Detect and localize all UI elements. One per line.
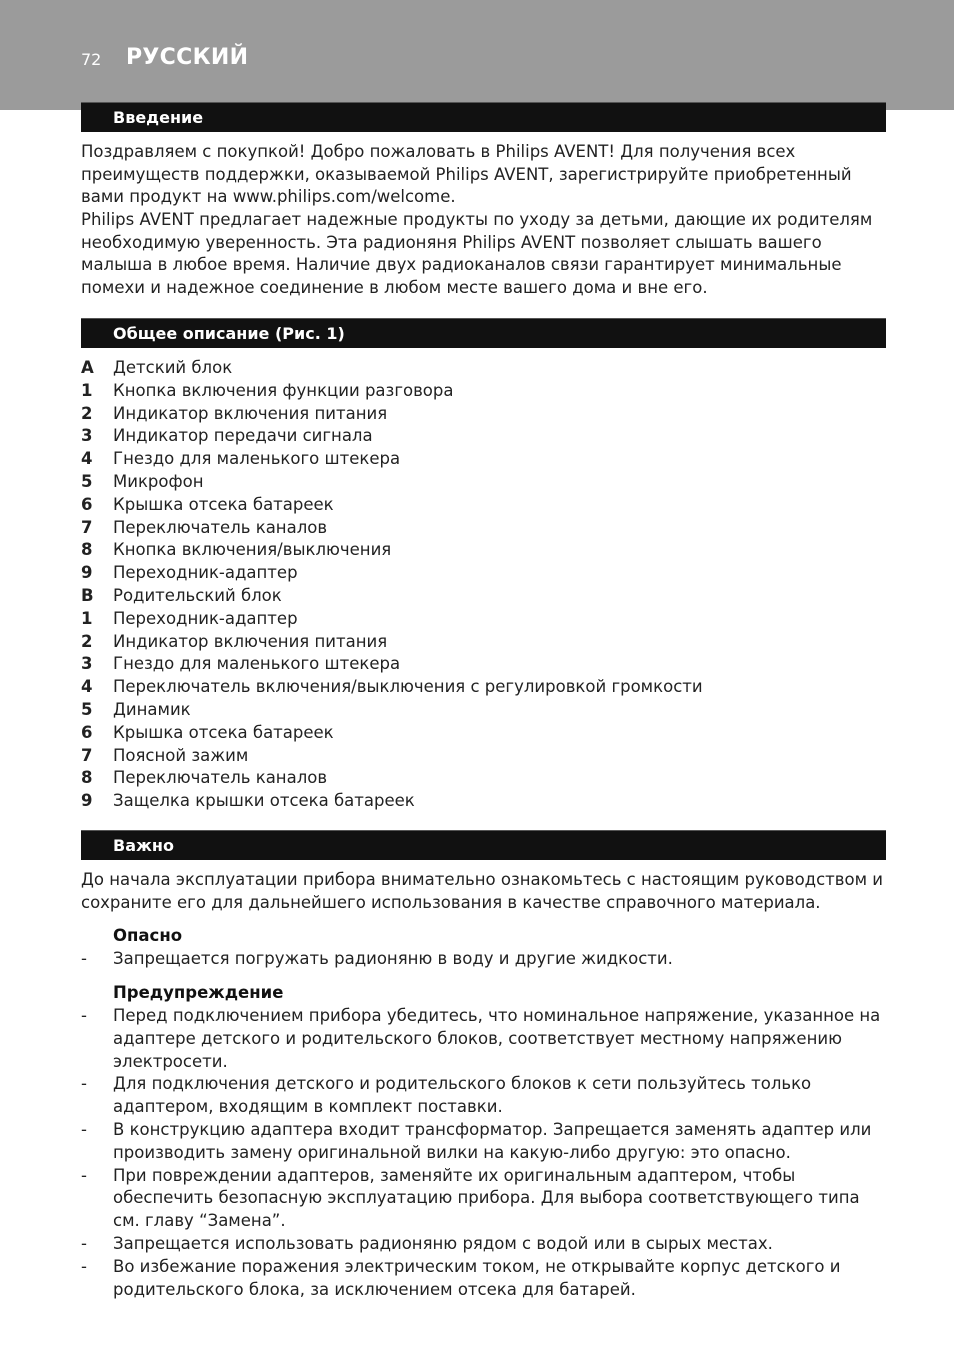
list-item	[81, 380, 891, 403]
list-item	[81, 539, 891, 562]
list-item-text: Динамик	[113, 699, 191, 719]
list-item-text: Родительский блок	[113, 585, 282, 605]
list-item-text: Защелка крышки отсека батареек	[113, 791, 415, 811]
warning-list	[81, 1005, 891, 1301]
list-item-key: 1	[81, 380, 93, 400]
list-item-text: Крышка отсека батареек	[113, 722, 334, 742]
list-item-text: Поясной зажим	[113, 745, 249, 765]
bullet-dash: -	[81, 1256, 87, 1276]
bullet-item	[81, 948, 891, 971]
list-item-key: 6	[81, 722, 93, 742]
list-item	[81, 494, 891, 517]
list-item-key: 5	[81, 699, 93, 719]
list-item-text: Индикатор передачи сигнала	[113, 426, 373, 446]
list-item-key: 7	[81, 517, 93, 537]
bullet-item	[81, 1005, 891, 1073]
bullet-dash: -	[81, 1233, 87, 1253]
list-item-key: 1	[81, 608, 93, 628]
list-item	[81, 357, 891, 380]
bullet-text: Для подключения детского и родительского блоков к сети пользуйтесь только адаптером, входящим в комплект поставки.	[113, 1074, 812, 1117]
important-intro: До начала эксплуатации прибора внимательно ознакомьтесь с настоящим руководством и сохраните его для дальнейшего использования в качестве справочного материала.	[81, 870, 884, 912]
section-heading-important: Важно	[81, 830, 886, 860]
list-item-key: 9	[81, 791, 93, 811]
list-item	[81, 699, 891, 722]
list-item	[81, 722, 891, 745]
list-item	[81, 562, 891, 585]
section-heading-description: Общее описание (Рис. 1)	[81, 318, 886, 348]
list-item-text: Гнездо для маленького штекера	[113, 449, 401, 469]
bullet-text: Перед подключением прибора убедитесь, что номинальное напряжение, указанное на адаптере детского и родительского блоков, соответствует местному напряжению электросети.	[113, 1006, 881, 1071]
bullet-text: Запрещается погружать радионяню в воду и другие жидкости.	[113, 949, 673, 968]
bullet-dash: -	[81, 949, 87, 968]
list-item	[81, 585, 891, 608]
list-item-text: Переходник-адаптер	[113, 563, 298, 583]
language-title: РУССКИЙ	[126, 45, 249, 70]
bullet-item	[81, 1256, 891, 1302]
bullet-text: В конструкцию адаптера входит трансформатор. Запрещается заменять адаптер или производить замену оригинальной вилки на какую-либо другую: это опасно.	[113, 1119, 872, 1162]
list-item	[81, 608, 891, 631]
list-item	[81, 425, 891, 448]
intro-paragraph-1: Поздравляем с покупкой! Добро пожаловать в Philips AVENT! Для получения всех преимуществ поддержки, оказываемой Philips AVENT, зарегистрируйте приобретенный вами продукт на www.philips.com/welcome.	[81, 142, 852, 207]
list-item-text: Кнопка включения функции разговора	[113, 380, 454, 400]
list-item-key: 4	[81, 677, 93, 697]
bullet-text: Во избежание поражения электрическим током, не открывайте корпус детского и родительского блока, за исключением отсека для батарей.	[113, 1256, 841, 1299]
list-item-text: Переключатель каналов	[113, 768, 328, 788]
list-item-key: 2	[81, 631, 93, 651]
list-item-text: Детский блок	[113, 358, 233, 377]
list-item-text: Переключатель каналов	[113, 517, 328, 537]
bullet-dash: -	[81, 1074, 87, 1094]
bullet-dash: -	[81, 1006, 87, 1025]
list-item-key: 5	[81, 471, 93, 491]
list-item-key: B	[81, 585, 94, 605]
list-item-key: 8	[81, 768, 93, 788]
bullet-item	[81, 1119, 891, 1165]
list-item	[81, 517, 891, 540]
list-item-key: 3	[81, 426, 93, 446]
list-item-text: Переходник-адаптер	[113, 608, 298, 628]
page-number: 72	[81, 50, 102, 69]
list-item	[81, 403, 891, 426]
intro-paragraph-2: Philips AVENT предлагает надежные продукты по уходу за детьми, дающие их родителям необходимую уверенность. Эта радионяня Philips AVENT позволяет слышать вашего малыша в любое время. Наличие двух радиоканалов связи гарантирует минимальные помехи и надежное соединение в любом месте вашего дома и вне его.	[81, 210, 873, 298]
section-heading-intro: Введение	[81, 102, 886, 132]
list-item	[81, 790, 891, 813]
list-item-key: 6	[81, 494, 93, 514]
list-item-key: 7	[81, 745, 93, 765]
list-item	[81, 676, 891, 699]
list-item-text: Гнездо для маленького штекера	[113, 654, 401, 674]
bullet-item	[81, 1165, 891, 1233]
list-item-key: 2	[81, 403, 93, 423]
parts-list	[81, 357, 891, 813]
bullet-dash: -	[81, 1165, 87, 1185]
list-item	[81, 653, 891, 676]
list-item	[81, 745, 891, 768]
list-item-key: 9	[81, 563, 93, 583]
list-item-key: 3	[81, 654, 93, 674]
bullet-text: Запрещается использовать радионяню рядом с водой или в сырых местах.	[113, 1233, 773, 1253]
bullet-item	[81, 1073, 891, 1119]
list-item	[81, 631, 891, 654]
warning-heading: Предупреждение	[113, 983, 284, 1002]
danger-list	[81, 948, 891, 971]
danger-heading: Опасно	[113, 926, 183, 945]
list-item-key: 4	[81, 449, 93, 469]
list-item-text: Индикатор включения питания	[113, 631, 388, 651]
list-item-text: Микрофон	[113, 471, 204, 491]
list-item-key: 8	[81, 540, 93, 560]
bullet-text: При повреждении адаптеров, заменяйте их оригинальным адаптером, чтобы обеспечить безопасную эксплуатацию прибора. Для выбора соответствующего типа см. главу “Замена”.	[113, 1165, 860, 1231]
list-item	[81, 471, 891, 494]
list-item-key: A	[81, 358, 94, 377]
list-item-text: Переключатель включения/выключения с регулировкой громкости	[113, 677, 703, 697]
list-item-text: Индикатор включения питания	[113, 403, 388, 423]
list-item-text: Крышка отсека батареек	[113, 494, 334, 514]
bullet-dash: -	[81, 1119, 87, 1139]
list-item	[81, 767, 891, 790]
list-item-text: Кнопка включения/выключения	[113, 540, 392, 560]
list-item	[81, 448, 891, 471]
bullet-item	[81, 1233, 891, 1256]
